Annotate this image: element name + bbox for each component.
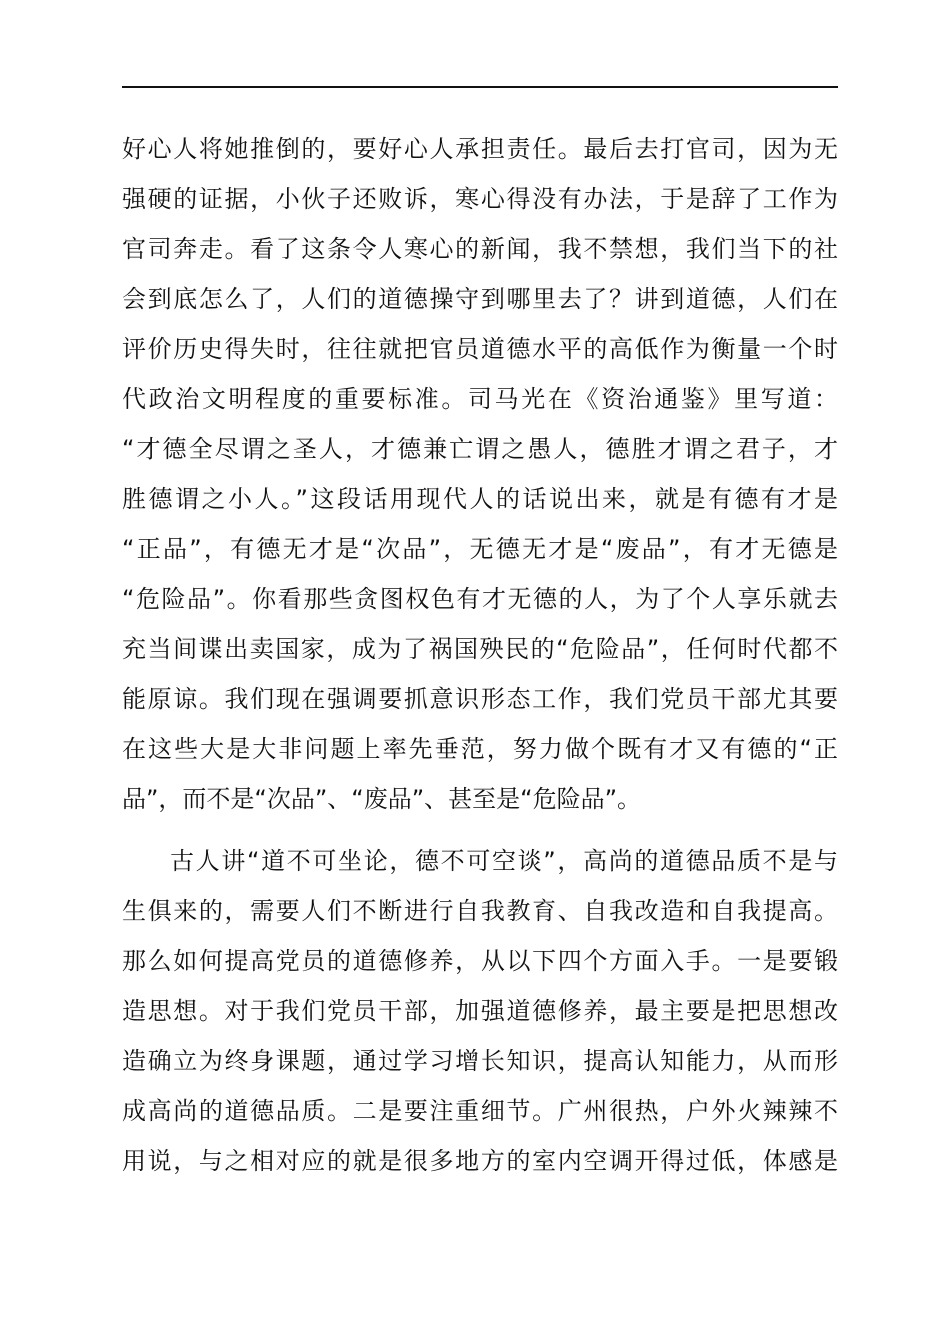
text-line: “正品”，有德无才是“次品”，无德无才是“废品”，有才无德是	[122, 535, 838, 563]
text-line: 能原谅。我们现在强调要抓意识形态工作，我们党员干部尤其要	[122, 685, 838, 713]
text-line: 评价历史得失时，往往就把官员道德水平的高低作为衡量一个时	[122, 335, 838, 363]
text-line: 古人讲“道不可坐论，德不可空谈”，高尚的道德品质不是与	[170, 847, 838, 875]
text-line: 造思想。对于我们党员干部，加强道德修养，最主要是把思想改	[122, 997, 838, 1025]
text-line: 在这些大是大非问题上率先垂范，努力做个既有才又有德的“正	[122, 735, 838, 763]
text-line: 好心人将她推倒的，要好心人承担责任。最后去打官司，因为无	[122, 135, 838, 163]
text-line: “才德全尽谓之圣人，才德兼亡谓之愚人，德胜才谓之君子，才	[122, 435, 838, 463]
text-line: 造确立为终身课题，通过学习增长知识，提高认知能力，从而形	[122, 1047, 838, 1075]
text-line: 强硬的证据，小伙子还败诉，寒心得没有办法，于是辞了工作为	[122, 185, 838, 213]
text-line: 那么如何提高党员的道德修养，从以下四个方面入手。一是要锻	[122, 947, 838, 975]
text-line: 品”，而不是“次品”、“废品”、甚至是“危险品”。	[122, 785, 642, 813]
text-line: “危险品”。你看那些贪图权色有才无德的人，为了个人享乐就去	[122, 585, 838, 613]
text-line: 用说，与之相对应的就是很多地方的室内空调开得过低，体感是	[122, 1147, 838, 1175]
paragraph-1	[122, 124, 838, 824]
text-line: 生俱来的，需要人们不断进行自我教育、自我改造和自我提高。	[122, 897, 838, 925]
text-line: 官司奔走。看了这条令人寒心的新闻，我不禁想，我们当下的社	[122, 235, 838, 263]
text-line: 成高尚的道德品质。二是要注重细节。广州很热，户外火辣辣不	[122, 1097, 838, 1125]
text-line: 充当间谍出卖国家，成为了祸国殃民的“危险品”，任何时代都不	[122, 635, 838, 663]
text-line: 会到底怎么了，人们的道德操守到哪里去了？讲到道德，人们在	[122, 285, 838, 313]
paragraph-2	[122, 836, 838, 1186]
text-line: 代政治文明程度的重要标准。司马光在《资治通鉴》里写道：	[122, 385, 838, 413]
text-line: 胜德谓之小人。”这段话用现代人的话说出来，就是有德有才是	[122, 485, 838, 513]
header-rule	[122, 86, 838, 88]
